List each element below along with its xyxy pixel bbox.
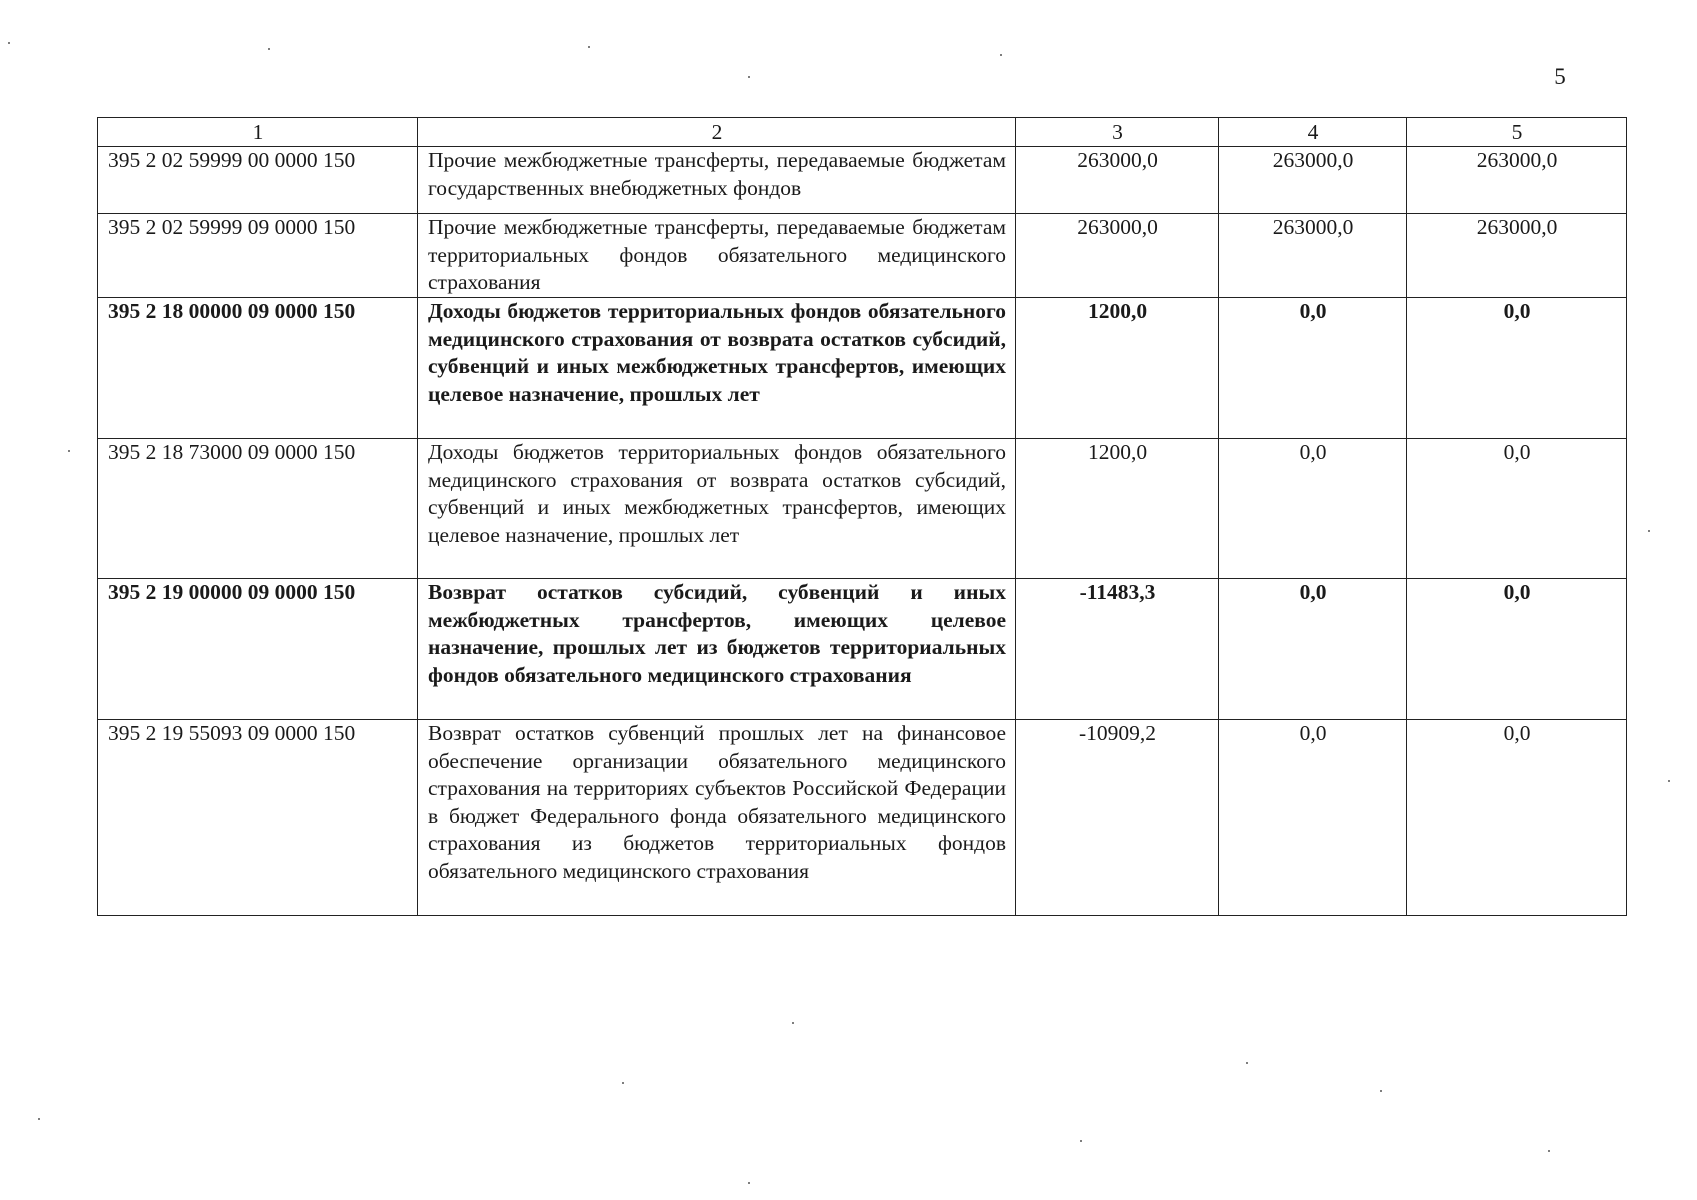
scan-speck <box>1080 1140 1082 1142</box>
scan-speck <box>8 42 10 44</box>
value-col3-cell: 1200,0 <box>1016 298 1219 439</box>
scan-speck <box>588 46 590 48</box>
value-col3-cell: -11483,3 <box>1016 579 1219 720</box>
scan-speck <box>1648 530 1650 532</box>
scan-speck <box>38 1118 40 1120</box>
description-cell: Прочие межбюджетные трансферты, передаваемые бюджетам территориальных фондов обязательного медицинского страхования <box>418 214 1016 298</box>
budget-table <box>97 117 1627 916</box>
scan-speck <box>748 76 750 78</box>
budget-code-cell: 395 2 02 59999 00 0000 150 <box>98 147 418 214</box>
value-col5-cell: 0,0 <box>1407 720 1627 916</box>
header-row <box>98 118 1627 147</box>
value-col5-cell: 0,0 <box>1407 298 1627 439</box>
value-col5-cell: 263000,0 <box>1407 147 1627 214</box>
value-col4-cell: 0,0 <box>1219 298 1407 439</box>
scan-speck <box>1548 1150 1550 1152</box>
column-header-3: 3 <box>1016 118 1219 147</box>
column-header-2: 2 <box>418 118 1016 147</box>
value-col5-cell: 263000,0 <box>1407 214 1627 298</box>
table-row <box>98 214 1627 298</box>
scan-speck <box>1380 1090 1382 1092</box>
value-col3-cell: 1200,0 <box>1016 439 1219 579</box>
description-cell: Прочие межбюджетные трансферты, передаваемые бюджетам государственных внебюджетных фондов <box>418 147 1016 214</box>
scan-speck <box>68 450 70 452</box>
scan-speck <box>268 48 270 50</box>
table-row <box>98 439 1627 579</box>
column-header-5: 5 <box>1407 118 1627 147</box>
scan-speck <box>792 1022 794 1024</box>
scan-speck <box>1246 1062 1248 1064</box>
budget-code-cell: 395 2 19 55093 09 0000 150 <box>98 720 418 916</box>
value-col5-cell: 0,0 <box>1407 579 1627 720</box>
column-header-1: 1 <box>98 118 418 147</box>
scan-speck <box>748 1182 750 1184</box>
description-cell: Возврат остатков субвенций прошлых лет на финансовое обеспечение организации обязательного медицинского страхования на территориях субъектов Российской Федерации в бюджет Федерального фонда обязательного медицинского страхования из бюджетов территориальных фондов обязательного медицинского страхования <box>418 720 1016 916</box>
value-col4-cell: 0,0 <box>1219 720 1407 916</box>
value-col4-cell: 0,0 <box>1219 439 1407 579</box>
value-col4-cell: 263000,0 <box>1219 147 1407 214</box>
table-row <box>98 147 1627 214</box>
value-col4-cell: 263000,0 <box>1219 214 1407 298</box>
value-col3-cell: -10909,2 <box>1016 720 1219 916</box>
table-row <box>98 579 1627 720</box>
description-cell: Возврат остатков субсидий, субвенций и иных межбюджетных трансфертов, имеющих целевое назначение, прошлых лет из бюджетов территориальных фондов обязательного медицинского страхования <box>418 579 1016 720</box>
value-col3-cell: 263000,0 <box>1016 214 1219 298</box>
scan-speck <box>1668 780 1670 782</box>
value-col4-cell: 0,0 <box>1219 579 1407 720</box>
scan-speck <box>622 1082 624 1084</box>
budget-code-cell: 395 2 19 00000 09 0000 150 <box>98 579 418 720</box>
value-col5-cell: 0,0 <box>1407 439 1627 579</box>
budget-code-cell: 395 2 02 59999 09 0000 150 <box>98 214 418 298</box>
value-col3-cell: 263000,0 <box>1016 147 1219 214</box>
budget-code-cell: 395 2 18 00000 09 0000 150 <box>98 298 418 439</box>
table-row <box>98 298 1627 439</box>
budget-code-cell: 395 2 18 73000 09 0000 150 <box>98 439 418 579</box>
scan-speck <box>1000 54 1002 56</box>
table-row <box>98 720 1627 916</box>
column-header-4: 4 <box>1219 118 1407 147</box>
description-cell: Доходы бюджетов территориальных фондов обязательного медицинского страхования от возврата остатков субсидий, субвенций и иных межбюджетных трансфертов, имеющих целевое назначение, прошлых лет <box>418 439 1016 579</box>
description-cell: Доходы бюджетов территориальных фондов обязательного медицинского страхования от возврата остатков субсидий, субвенций и иных межбюджетных трансфертов, имеющих целевое назначение, прошлых лет <box>418 298 1016 439</box>
page-number: 5 <box>1554 64 1566 89</box>
